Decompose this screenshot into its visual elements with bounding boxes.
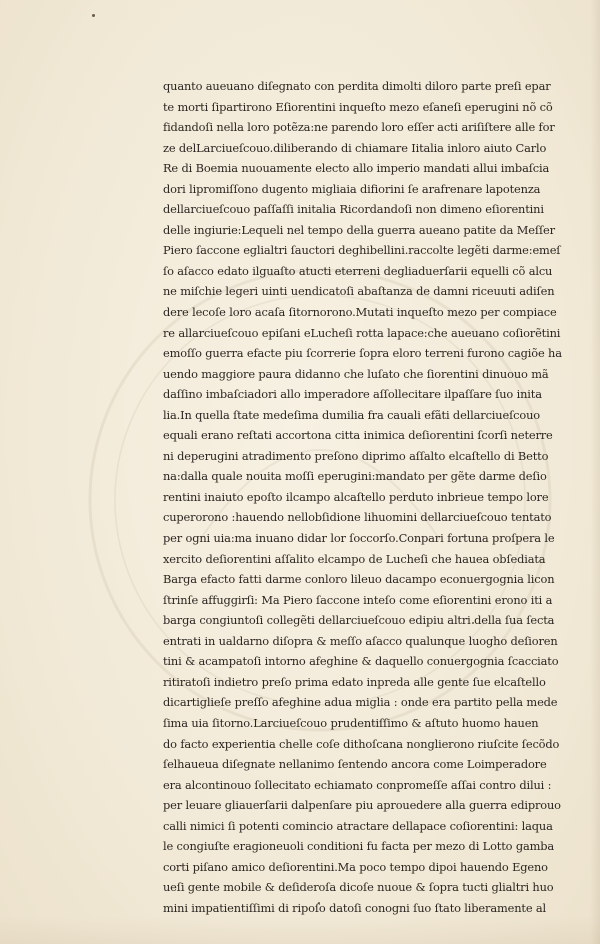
text-line: Piero ſaccone eglialtri ſauctori deghibellini.raccolte legẽti darme:emeſ [163, 243, 561, 258]
text-line: cuperorono :hauendo nellobſidione lihuomini dellarciueſcouo tentato [163, 510, 552, 525]
text-line: era alcontinouo ſollecitato echiamato conpromeſſe aſſai contro dilui : [163, 777, 552, 792]
page-edge-shadow [590, 0, 600, 944]
text-line: tini & acampatoſi intorno afeghine & daquello conuergognia ſcacciato [163, 654, 559, 669]
text-line: ni deperugini atradimento preſono diprimo aſſalto elcaſtello di Betto [163, 448, 549, 463]
text-line: ze delLarciueſcouo.diliberando di chiamare Iitalia inloro aiuto Carlo [163, 140, 547, 155]
text-line: ritiratoſi indietro preſo prima edato inpreda alle gente ſue elcaſtello [163, 674, 546, 689]
text-line: dicartiglieſe preſſo afeghine adua miglia : onde era partito pella mede [163, 695, 558, 710]
text-line: emoſſo guerra efacte piu ſcorrerie ſopra eloro terreni furono cagiõe ha [163, 346, 562, 361]
text-line: Re di Boemia nuouamente electo allo imperio mandati allui imbaſcia [163, 161, 550, 176]
text-line: na:dalla quale nouita moſſi eperugini:mandato per gẽte darme deſio [163, 469, 547, 484]
text-line: delle ingiurie:Lequeli nel tempo della guerra aueano patite da Meſſer [163, 222, 555, 237]
text-line: dellarciueſcouo paſſaſſi initalia Ricordandoſi non dimeno eſiorentini [163, 202, 544, 217]
text-line: do facto experientia chelle coſe dithoſcana nonglierono riuſcite ſecõdo [163, 736, 560, 751]
text-line: entrati in ualdarno diſopra & meſſo aſacco qualunque luogho deſioren [163, 633, 558, 648]
text-line: uendo maggiore paura didanno che luſato che ſiorentini dinuouo mã [163, 366, 549, 381]
text-line: dori lipromiſſono dugento migliaia difiorini ſe arafrenare lapotenza [163, 181, 541, 196]
text-line: daſſino imbaſciadori allo imperadore aſſollecitare ilpaſſare ſuo inita [163, 387, 542, 402]
text-line: xercito deſiorentini aſſalito elcampo de Lucheſi che hauea obſediata [163, 551, 546, 566]
text-line: ſima uia ſitorno.Larciueſcouo prudentiſſimo & aſtuto huomo hauen [163, 715, 539, 730]
text-line: re allarciueſcouo epiſani eLucheſi rotta lapace:che aueuano coſiorẽtini [163, 325, 561, 340]
text-line: mini impatientiſſimi di ripoſo datoſi conogni ſuo ſtato liberamente al [163, 900, 547, 915]
text-line: lia.In quella ſtate medeſima dumilia fra cauali efãti dellarciueſcouo [163, 407, 540, 422]
text-line: per leuare gliauerſarii dalpenſare piu aprouedere alla guerra ediprouo [163, 798, 561, 813]
text-column [163, 76, 563, 918]
text-line: ſelhaueua diſegnate nellanimo ſentendo ancora come Loimperadore [163, 757, 547, 772]
text-line: equali erano reſtati accortona citta inimica deſiorentini ſcorſi neterre [163, 428, 553, 443]
text-line: calli nimici ſi potenti comincio atractare dellapace coſiorentini: laqua [163, 818, 553, 833]
text-line: corti piſano amico deſiorentini.Ma poco tempo dipoi hauendo Egeno [163, 859, 548, 874]
text-line: barga congiuntoſi collegẽti dellarciueſcouo edipiu altri della ſua ſecta [163, 613, 555, 628]
text-line: dere lecoſe loro acaſa ſitornorono.Mutati inqueſto mezo per compiace [163, 305, 557, 320]
text-line: ſo aſacco edato ilguaſto atucti eterreni degliaduerſarii equelli cõ alcu [163, 263, 553, 278]
text-line: Barga efacto fatti darme conloro lileuo dacampo econuergognia licon [163, 572, 555, 587]
text-line: ne miſchie legeri uinti uendicatoſi abaſtanza de damni riceuuti adiſen [163, 284, 555, 299]
text-line: le congiuſte eragioneuoli conditioni fu facta per mezo di Lotto gamba [163, 839, 555, 854]
text-line: te morti ſipartirono Eſiorentini inqueſto mezo eſaneſi eperugini nõ cõ [163, 99, 553, 114]
text-line: fidandoſi nella loro potẽza:ne parendo loro eſſer acti ariſiſtere alle for [163, 120, 555, 135]
text-line: rentini inaiuto epoſto ilcampo alcaſtello perduto inbrieue tempo lore [163, 489, 549, 504]
text-line: ſtrinſe affuggirſi: Ma Piero ſaccone inteſo come eſiorentini erono iti a [163, 592, 553, 607]
paper-speck [92, 14, 95, 17]
text-line: ueſi gente mobile & deſideroſa dicoſe nuoue & ſopra tucti glialtri huo [163, 880, 554, 895]
text-line: per ogni uia:ma inuano didar lor ſoccorſo.Conpari fortuna proſpera le [163, 531, 555, 546]
text-line: quanto aueuano diſegnato con perdita dimolti diloro parte preſi epar [163, 79, 551, 93]
page-bottom-shadow [0, 916, 600, 944]
